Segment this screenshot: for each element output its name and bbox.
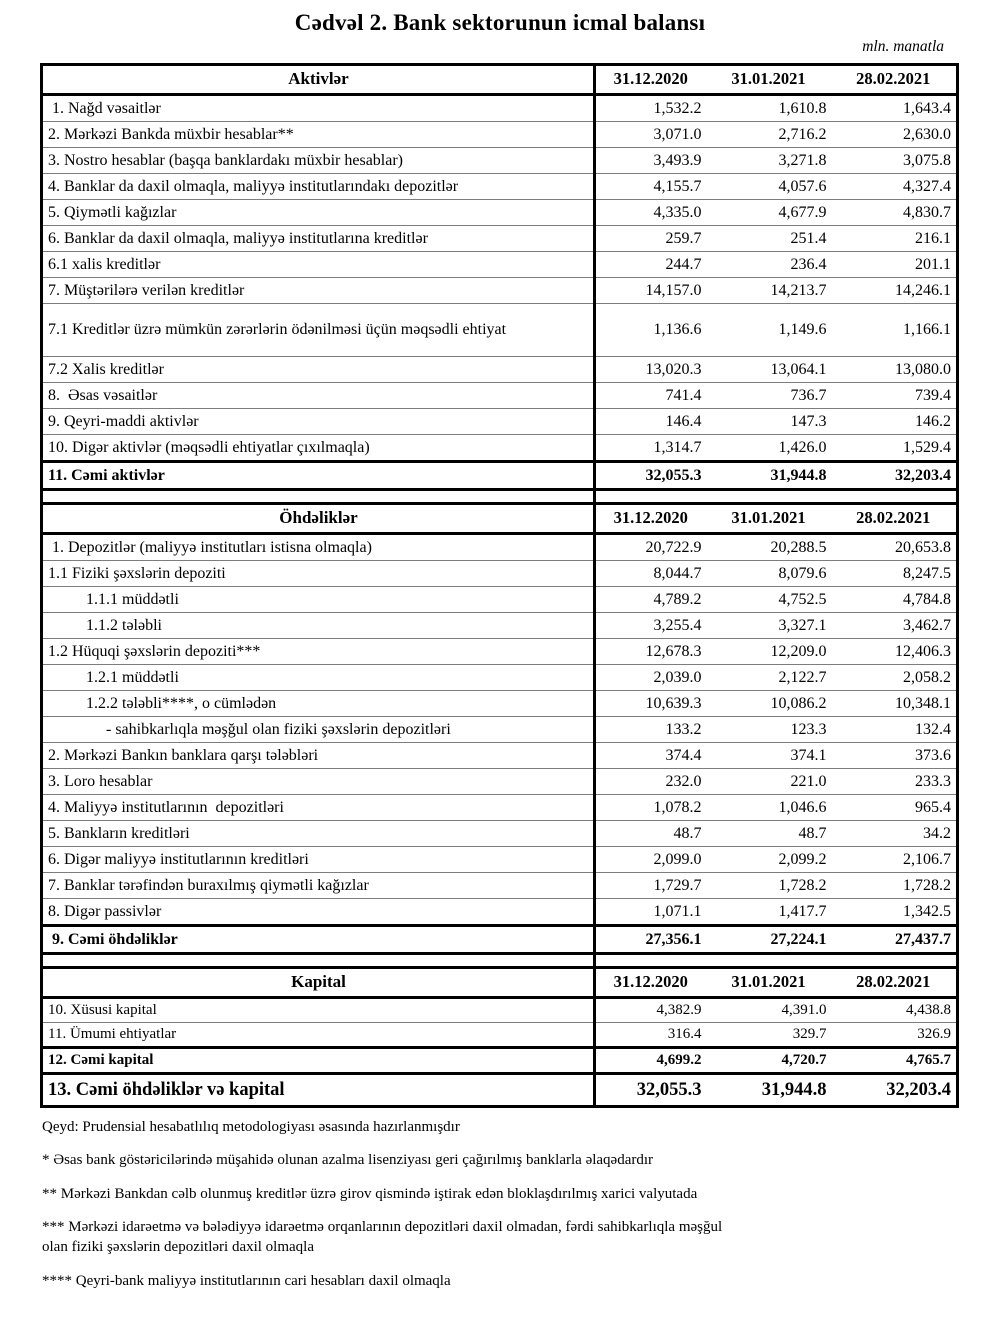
column-header: 28.02.2021 [832,65,958,95]
cell-value: 2,630.0 [832,122,958,148]
table-row [42,200,958,226]
cell-value: 741.4 [595,383,707,409]
cell-value: 1,166.1 [832,304,958,357]
footnotes [42,1117,1000,1292]
cell-value: 1,149.6 [707,304,832,357]
row-label: 5. Qiymətli kağızlar [42,200,595,226]
section-header-row-aktivler [42,65,958,95]
cell-value: 329.7 [707,1023,832,1048]
cell-value: 20,653.8 [832,534,958,561]
column-header: 31.01.2021 [707,65,832,95]
section-title: Aktivlər [42,65,595,95]
row-label: 1.1.1 müddətli [42,587,595,613]
table-row [42,122,958,148]
cell-value: 216.1 [832,226,958,252]
cell-value: 32,203.4 [832,1074,958,1107]
cell-value: 1,046.6 [707,795,832,821]
cell-value: 326.9 [832,1023,958,1048]
cell-value: 48.7 [595,821,707,847]
cell-value: 4,677.9 [707,200,832,226]
cell-value: 1,643.4 [832,95,958,122]
row-label: 13. Cəmi öhdəliklər və kapital [42,1074,595,1107]
row-label: 6. Banklar da daxil olmaqla, maliyyə institutlarına kreditlər [42,226,595,252]
row-label: 1.2 Hüquqi şəxslərin depoziti*** [42,639,595,665]
unit-note: mln. manatla [862,38,944,55]
cell-value: 4,382.9 [595,998,707,1023]
cell-value: 1,314.7 [595,435,707,462]
spacer-cell [42,490,595,504]
row-label: 11. Ümumi ehtiyatlar [42,1023,595,1048]
cell-value: 1,529.4 [832,435,958,462]
cell-value: 3,071.0 [595,122,707,148]
table-row [42,148,958,174]
cell-value: 8,079.6 [707,561,832,587]
cell-value: 20,288.5 [707,534,832,561]
cell-value: 14,157.0 [595,278,707,304]
cell-value: 2,716.2 [707,122,832,148]
row-label: - sahibkarlıqla məşğul olan fiziki şəxslərin depozitləri [42,717,595,743]
section-title: Öhdəliklər [42,504,595,534]
section-title: Kapital [42,968,595,998]
page-title: Cədvəl 2. Bank sektorunun icmal balansı [294,10,706,35]
row-label: 1.1.2 tələbli [42,613,595,639]
table-row [42,278,958,304]
section-header-row-ohdelikler [42,504,958,534]
table-row [42,561,958,587]
row-label: 7. Banklar tərəfindən buraxılmış qiymətli kağızlar [42,873,595,899]
footnote: *** Mərkəzi idarəetmə və bələdiyyə idarəetmə orqanlarının depozitləri daxil olmadan, fərdi sahibkarlıqla məşğul olan fiziki şəxslərin depozitləri daxil olmaqla [42,1218,723,1255]
row-label: 9. Qeyri-maddi aktivlər [42,409,595,435]
cell-value: 10,639.3 [595,691,707,717]
cell-value: 146.2 [832,409,958,435]
cell-value: 132.4 [832,717,958,743]
balance-table [40,63,959,1108]
table-row [42,435,958,462]
table-row [42,174,958,200]
row-label: 7.2 Xalis kreditlər [42,357,595,383]
cell-value: 3,271.8 [707,148,832,174]
cell-value: 2,099.2 [707,847,832,873]
cell-value: 1,078.2 [595,795,707,821]
cell-value: 13,020.3 [595,357,707,383]
cell-value: 3,462.7 [832,613,958,639]
row-label: 4. Banklar da daxil olmaqla, maliyyə institutlarındakı depozitlər [42,174,595,200]
cell-value: 374.4 [595,743,707,769]
cell-value: 4,327.4 [832,174,958,200]
cell-value: 1,610.8 [707,95,832,122]
cell-value: 2,122.7 [707,665,832,691]
column-header: 31.12.2020 [595,504,707,534]
row-label: 1.2.2 tələbli****, o cümlədən [42,691,595,717]
table-row [42,462,958,490]
cell-value: 32,055.3 [595,1074,707,1107]
cell-value: 201.1 [832,252,958,278]
cell-value: 12,209.0 [707,639,832,665]
cell-value: 4,830.7 [832,200,958,226]
cell-value: 2,106.7 [832,847,958,873]
cell-value: 10,348.1 [832,691,958,717]
cell-value: 4,699.2 [595,1048,707,1074]
cell-value: 3,255.4 [595,613,707,639]
cell-value: 259.7 [595,226,707,252]
column-header: 28.02.2021 [832,504,958,534]
row-label: 10. Digər aktivlər (məqsədli ehtiyatlar çıxılmaqla) [42,435,595,462]
footnote: **** Qeyri-bank maliyyə institutlarının cari hesabları daxil olmaqla [42,1273,451,1290]
table-row [42,1074,958,1107]
cell-value: 236.4 [707,252,832,278]
cell-value: 27,356.1 [595,926,707,954]
cell-value: 146.4 [595,409,707,435]
row-label: 11. Cəmi aktivlər [42,462,595,490]
row-label: 3. Loro hesablar [42,769,595,795]
cell-value: 4,720.7 [707,1048,832,1074]
cell-value: 3,327.1 [707,613,832,639]
cell-value: 4,335.0 [595,200,707,226]
table-row [42,95,958,122]
table-row [42,691,958,717]
row-label: 7.1 Kreditlər üzrə mümkün zərərlərin ödənilməsi üçün məqsədli ehtiyat [42,304,595,357]
spacer-cell [42,954,595,968]
table-row [42,534,958,561]
cell-value: 31,944.8 [707,1074,832,1107]
cell-value: 2,039.0 [595,665,707,691]
cell-value: 965.4 [832,795,958,821]
cell-value: 13,080.0 [832,357,958,383]
spacer-row [42,954,958,968]
table-row [42,769,958,795]
row-label: 10. Xüsusi kapital [42,998,595,1023]
cell-value: 221.0 [707,769,832,795]
table-row [42,409,958,435]
cell-value: 27,224.1 [707,926,832,954]
cell-value: 244.7 [595,252,707,278]
table-row [42,639,958,665]
column-header: 31.01.2021 [707,504,832,534]
row-label: 1.2.1 müddətli [42,665,595,691]
table-row [42,899,958,926]
cell-value: 10,086.2 [707,691,832,717]
cell-value: 736.7 [707,383,832,409]
cell-value: 1,728.2 [707,873,832,899]
table-row [42,926,958,954]
cell-value: 4,155.7 [595,174,707,200]
footnote: * Əsas bank göstəricilərində müşahidə olunan azalma lisenziyası geri çağırılmış banklarla əlaqədardır [42,1152,654,1169]
cell-value: 13,064.1 [707,357,832,383]
cell-value: 8,247.5 [832,561,958,587]
cell-value: 1,342.5 [832,899,958,926]
cell-value: 12,678.3 [595,639,707,665]
cell-value: 3,493.9 [595,148,707,174]
table-row [42,383,958,409]
cell-value: 3,075.8 [832,148,958,174]
table-row [42,847,958,873]
cell-value: 14,213.7 [707,278,832,304]
row-label: 1. Nağd vəsaitlər [42,95,595,122]
cell-value: 1,532.2 [595,95,707,122]
section-header-row-kapital [42,968,958,998]
cell-value: 1,417.7 [707,899,832,926]
cell-value: 32,203.4 [832,462,958,490]
cell-value: 133.2 [595,717,707,743]
cell-value: 1,426.0 [707,435,832,462]
cell-value: 233.3 [832,769,958,795]
column-header: 31.12.2020 [595,65,707,95]
table-row [42,252,958,278]
cell-value: 20,722.9 [595,534,707,561]
cell-value: 4,789.2 [595,587,707,613]
column-header: 31.01.2021 [707,968,832,998]
table-row [42,795,958,821]
table-row [42,357,958,383]
cell-value: 1,728.2 [832,873,958,899]
cell-value: 48.7 [707,821,832,847]
cell-value: 4,752.5 [707,587,832,613]
table-row [42,998,958,1023]
cell-value: 2,058.2 [832,665,958,691]
footnote: Qeyd: Prudensial hesabatlılıq metodologiyası əsasında hazırlanmışdır [42,1119,460,1135]
table-row [42,821,958,847]
cell-value: 316.4 [595,1023,707,1048]
table-row [42,1023,958,1048]
cell-value: 373.6 [832,743,958,769]
row-label: 8. Digər passivlər [42,899,595,926]
cell-value: 739.4 [832,383,958,409]
spacer-cell [595,954,958,968]
footnote: ** Mərkəzi Bankdan cəlb olunmuş kreditlər üzrə girov qismində iştirak edən bloklaşdırılmış xarici valyutada [42,1185,698,1202]
spacer-cell [595,490,958,504]
row-label: 9. Cəmi öhdəliklər [42,926,595,954]
row-label: 6. Digər maliyyə institutlarının kreditləri [42,847,595,873]
row-label: 8. Əsas vəsaitlər [42,383,595,409]
row-label: 2. Mərkəzi Bankda müxbir hesablar** [42,122,595,148]
table-row [42,613,958,639]
table-row [42,717,958,743]
cell-value: 1,729.7 [595,873,707,899]
row-label: 1.1 Fiziki şəxslərin depoziti [42,561,595,587]
row-label: 3. Nostro hesablar (başqa banklardakı müxbir hesablar) [42,148,595,174]
cell-value: 1,136.6 [595,304,707,357]
cell-value: 147.3 [707,409,832,435]
cell-value: 34.2 [832,821,958,847]
cell-value: 4,784.8 [832,587,958,613]
cell-value: 32,055.3 [595,462,707,490]
row-label: 7. Müştərilərə verilən kreditlər [42,278,595,304]
column-header: 31.12.2020 [595,968,707,998]
row-label: 4. Maliyyə institutlarının depozitləri [42,795,595,821]
row-label: 12. Cəmi kapital [42,1048,595,1074]
cell-value: 12,406.3 [832,639,958,665]
cell-value: 123.3 [707,717,832,743]
table-row [42,873,958,899]
row-label: 2. Mərkəzi Bankın banklara qarşı tələbləri [42,743,595,769]
table-row [42,743,958,769]
table-row [42,665,958,691]
table-row [42,587,958,613]
cell-value: 4,438.8 [832,998,958,1023]
cell-value: 251.4 [707,226,832,252]
table-row [42,1048,958,1074]
cell-value: 1,071.1 [595,899,707,926]
cell-value: 31,944.8 [707,462,832,490]
cell-value: 4,057.6 [707,174,832,200]
cell-value: 14,246.1 [832,278,958,304]
cell-value: 8,044.7 [595,561,707,587]
table-row [42,304,958,357]
table-row [42,226,958,252]
row-label: 6.1 xalis kreditlər [42,252,595,278]
cell-value: 2,099.0 [595,847,707,873]
cell-value: 27,437.7 [832,926,958,954]
row-label: 1. Depozitlər (maliyyə institutları istisna olmaqla) [42,534,595,561]
spacer-row [42,490,958,504]
cell-value: 4,391.0 [707,998,832,1023]
row-label: 5. Bankların kreditləri [42,821,595,847]
cell-value: 374.1 [707,743,832,769]
cell-value: 232.0 [595,769,707,795]
cell-value: 4,765.7 [832,1048,958,1074]
column-header: 28.02.2021 [832,968,958,998]
